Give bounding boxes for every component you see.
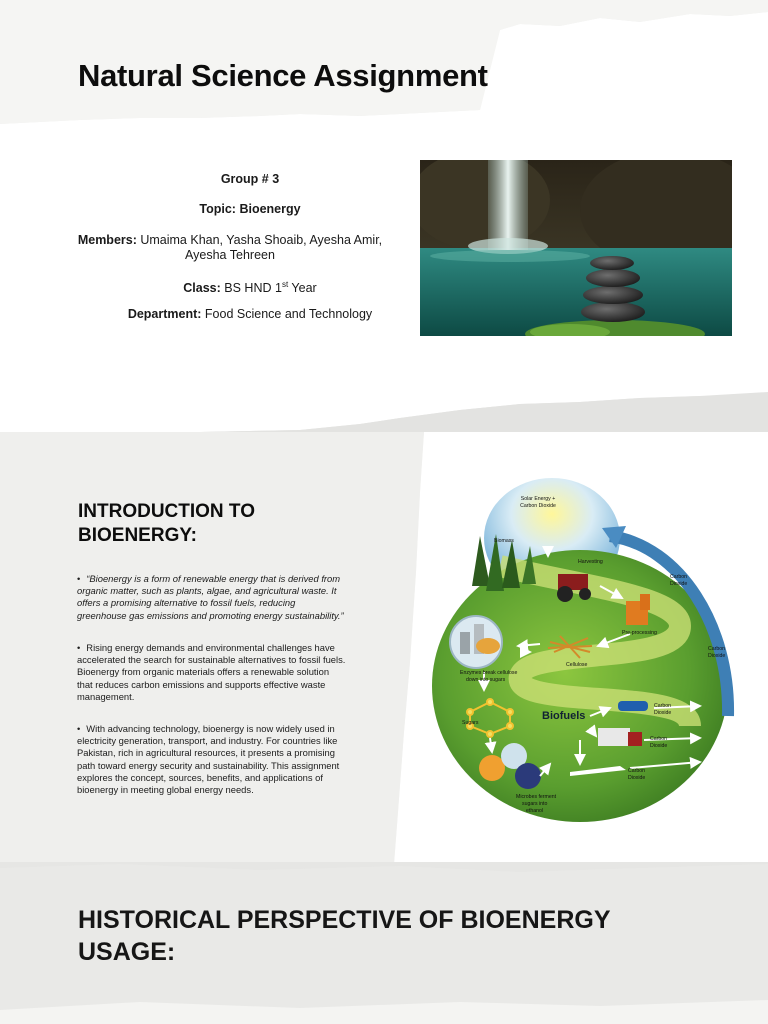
svg-text:Microbes ferment: Microbes ferment — [516, 794, 557, 800]
svg-text:Biomass: Biomass — [494, 538, 514, 544]
svg-text:Carbon: Carbon — [708, 646, 726, 652]
svg-text:down into sugars: down into sugars — [466, 677, 506, 683]
svg-text:Dioxide: Dioxide — [650, 743, 668, 749]
svg-text:Carbon: Carbon — [654, 703, 672, 709]
svg-text:Solar Energy +: Solar Energy + — [520, 496, 556, 502]
svg-text:Carbon Dioxide: Carbon Dioxide — [520, 503, 556, 509]
svg-text:Enzymes break cellulose: Enzymes break cellulose — [460, 670, 518, 676]
svg-text:Harvesting: Harvesting — [578, 559, 603, 565]
svg-text:Dioxide: Dioxide — [670, 581, 688, 587]
history-heading: HISTORICAL PERSPECTIVE OF BIOENERGY USAGE: — [78, 906, 611, 966]
waterfall-stones-photo — [420, 160, 732, 336]
bioenergy-cycle-diagram — [430, 476, 766, 826]
svg-text:sugars into: sugars into — [522, 801, 548, 807]
class-line: Class: BS HND 1st Year — [183, 280, 317, 296]
department-line: Department: Food Science and Technology — [127, 307, 373, 321]
members-line: Members: Umaima Khan, Yasha Shoaib, Ayesha Amir, Ayesha Tehreen — [77, 233, 383, 262]
svg-text:Carbon: Carbon — [628, 768, 646, 774]
page-title: Natural Science Assignment — [78, 58, 488, 93]
svg-text:Sugars: Sugars — [462, 720, 479, 726]
svg-text:Dioxide: Dioxide — [654, 710, 672, 716]
svg-text:Dioxide: Dioxide — [628, 775, 646, 781]
bullet-technology: • With advancing technology, bioenergy is now widely used in electricity generation, transport, and industry. For countries like Pakistan, rich in agricultural resources, it presents a promising path toward energy security and sustainability. This assignment explores the concept, sources, benefits, and applications of bioenergy in meeting global energy needs. — [77, 723, 340, 796]
svg-text:ethanol: ethanol — [526, 808, 544, 814]
svg-text:Pre-processing: Pre-processing — [622, 630, 657, 636]
svg-text:Dioxide: Dioxide — [708, 653, 726, 659]
group-number: Group # 3 — [220, 172, 280, 186]
truck-icon — [598, 728, 630, 746]
title-slide — [0, 0, 768, 432]
svg-text:Carbon: Carbon — [650, 736, 668, 742]
car-icon — [618, 701, 648, 711]
svg-text:Cellulose: Cellulose — [566, 662, 588, 668]
svg-text:Carbon: Carbon — [670, 574, 688, 580]
svg-text:Biofuels: Biofuels — [542, 710, 586, 722]
introduction-heading: INTRODUCTION TO BIOENERGY: — [78, 501, 255, 546]
topic-line: Topic: Bioenergy — [199, 202, 301, 216]
bullet-definition: • “Bioenergy is a form of renewable energy that is derived from organic matter, such as plants, algae, and agricultural waste. It offers a promising alternative to fossil fuels, reducing greenhouse gas emissions and promoting energy sustainability.” — [77, 573, 344, 621]
bullet-energy-demand: • Rising energy demands and environmental challenges have accelerated the search for sustainable alternatives to fossil fuels. Bioenergy from organic materials offers a renewable solution that reduces carbon emissions and supports effective waste management. — [77, 642, 346, 702]
